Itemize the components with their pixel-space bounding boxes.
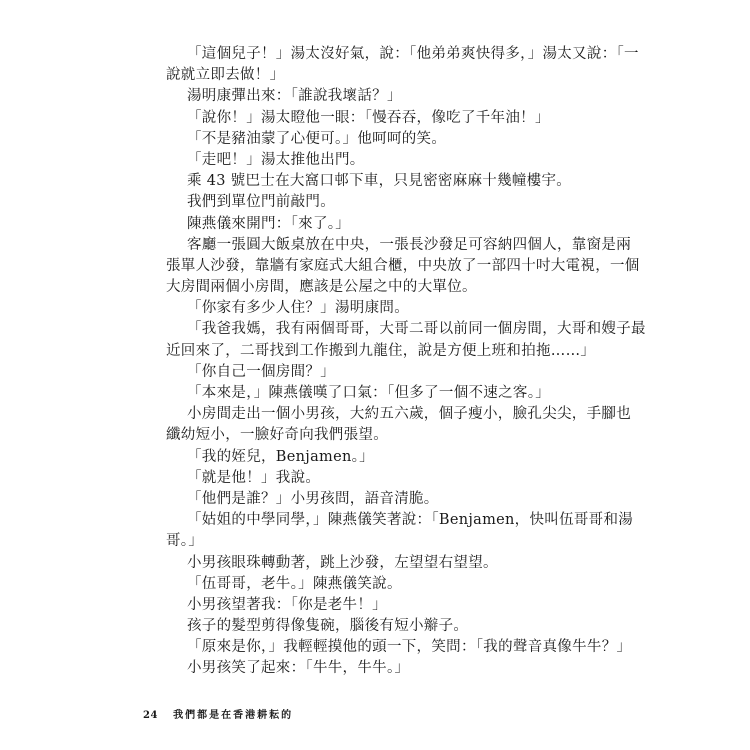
text-line: 「我爸我媽，我有兩個哥哥，大哥二哥以前同一個房間，大哥和嫂子最 <box>187 321 646 338</box>
text-line: 哥。」 <box>166 533 204 550</box>
text-line: 「伍哥哥，老牛。」陳燕儀笑說。 <box>187 575 402 592</box>
text-line: 小男孩笑了起來：「牛牛，牛牛。」 <box>187 660 410 677</box>
text-line: 「你家有多少人住？」湯明康問。 <box>187 300 409 317</box>
text-line: 「走吧！」湯太推他出門。 <box>187 151 365 168</box>
text-line: 「說你！」湯太瞪他一眼：「慢吞吞，像吃了千年油！」 <box>187 109 550 126</box>
text-line: 大房間兩個小房間，應該是公屋之中的大單位。 <box>166 279 477 296</box>
text-line: 「原來是你，」我輕輕摸他的頭一下，笑問：「我的聲音真像牛牛？」 <box>187 639 632 656</box>
text-line: 纖幼短小，一臉好奇向我們張望。 <box>166 427 388 444</box>
text-line: 說就立即去做！」 <box>166 67 285 84</box>
text-line: 「你自己一個房間？」 <box>187 363 335 380</box>
text-line: 近回來了，二哥找到工作搬到九龍住，說是方便上班和拍拖……」 <box>166 342 596 359</box>
text-line: 張單人沙發，靠牆有家庭式大組合櫃，中央放了一部四十吋大電視，一個 <box>166 257 640 274</box>
text-line: 小房間走出一個小男孩，大約五六歲，個子瘦小，臉孔尖尖，手腳也 <box>187 406 631 423</box>
text-line: 「不是豬油蒙了心便可。」他呵呵的笑。 <box>187 130 447 147</box>
text-line: 「就是他！」我說。 <box>187 469 321 486</box>
text-line: 湯明康彈出來：「誰說我壞話？」 <box>187 88 402 105</box>
text-line: 小男孩眼珠轉動著，跳上沙發，左望望右望望。 <box>187 554 498 571</box>
text-line: 「姑姐的中學同學，」陳燕儀笑著說：「Benjamen，快叫伍哥哥和湯 <box>187 512 634 529</box>
text-line: 我們到單位門前敲門。 <box>187 194 335 211</box>
text-line: 陳燕儀來開門：「來了。」 <box>187 215 351 232</box>
text-line: 「我的姪兒，Benjamen。」 <box>187 448 374 465</box>
page-footer <box>143 706 293 721</box>
text-line: 孩子的髮型剪得像隻碗，腦後有短小辮子。 <box>187 618 469 635</box>
page-number: 24 <box>143 710 158 721</box>
text-line: 「這個兒子！」湯太沒好氣，說：「他弟弟爽快得多，」湯太又說：「一 <box>187 46 639 62</box>
running-title: 我們都是在香港耕耘的 <box>173 710 294 721</box>
text-line: 乘 43 號巴士在大窩口邨下車，只見密密麻麻十幾幢樓宇。 <box>187 173 572 190</box>
text-line: 客廳一張圓大飯桌放在中央，一張長沙發足可容納四個人，靠窗是兩 <box>187 236 631 253</box>
body-text <box>166 44 646 680</box>
text-line: 「本來是，」陳燕儀嘆了口氣：「但多了一個不速之客。」 <box>187 385 551 401</box>
text-line: 小男孩望著我：「你是老牛！」 <box>187 596 387 613</box>
text-line: 「他們是誰？」小男孩問，語音清脆。 <box>187 490 439 507</box>
